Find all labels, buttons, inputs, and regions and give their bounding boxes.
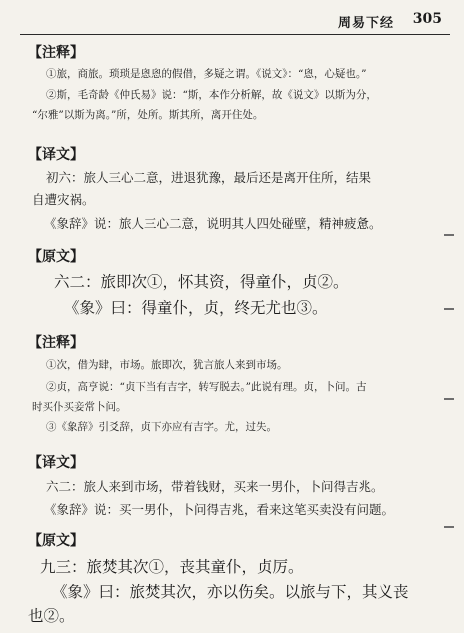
note-line-1: ①旅，商旅。琐琐是恖恖的假借，多疑之谓。《说文》：“恖，心疑也。” bbox=[46, 68, 367, 80]
original-line-4: 《象》曰：旅焚其次，亦以伤矣。以旅与下，其义丧 bbox=[52, 583, 409, 601]
header-title: 周易下经 bbox=[337, 16, 394, 31]
scan-edge-mark bbox=[444, 234, 454, 236]
section-title-notes-2: 【注释】 bbox=[28, 335, 84, 351]
original-line-2: 《象》曰：得童仆，贞，终无尤也③。 bbox=[64, 299, 328, 317]
translation-line-3: 《象辞》说：旅人三心二意，说明其人四处碰壁，精神疲惫。 bbox=[44, 216, 382, 231]
translation-line-4: 六二：旅人来到市场，带着钱财，买来一男仆，卜问得吉兆。 bbox=[46, 479, 384, 494]
running-header bbox=[20, 6, 450, 35]
note-line-4: ①次，借为肆，市场。旅即次，犹言旅人来到市场。 bbox=[46, 359, 288, 371]
note-line-7: ③《象辞》引爻辞，贞下亦应有吉字。尤，过失。 bbox=[46, 421, 277, 433]
scan-edge-mark bbox=[444, 398, 454, 400]
section-title-notes-1: 【注释】 bbox=[28, 45, 84, 61]
section-title-translation-1: 【译文】 bbox=[28, 147, 84, 163]
scan-edge-mark bbox=[444, 526, 454, 528]
original-line-3: 九三：旅焚其次①，丧其童仆，贞厉。 bbox=[40, 558, 304, 576]
translation-line-2: 自遭灾祸。 bbox=[32, 192, 95, 207]
note-line-6: 时买仆买妾常卜问。 bbox=[32, 401, 127, 413]
translation-line-1: 初六：旅人三心二意，进退犹豫，最后还是离开住所，结果 bbox=[46, 170, 372, 185]
section-title-translation-2: 【译文】 bbox=[28, 455, 84, 471]
original-line-5: 也②。 bbox=[28, 607, 75, 625]
scan-edge-mark bbox=[444, 308, 454, 310]
section-title-original-1: 【原文】 bbox=[28, 249, 84, 265]
page-number: 305 bbox=[412, 11, 442, 27]
translation-line-5: 《象辞》说：买一男仆，卜问得吉兆，看来这笔买卖没有问题。 bbox=[44, 502, 395, 517]
note-line-2: ②斯，毛奇龄《仲氏易》说：“斯，本作分析解，故《说文》以斯为分， bbox=[46, 89, 377, 101]
section-title-original-2: 【原文】 bbox=[28, 533, 84, 549]
note-line-5: ②贞，高亨说：“贞下当有吉字，转写脱去。”此说有理。贞，卜问。古 bbox=[46, 381, 367, 393]
note-line-3: “尔雅”以斯为离。”所，处所。斯其所，离开住处。 bbox=[32, 109, 264, 121]
original-line-1: 六二：旅即次①，怀其资，得童仆，贞②。 bbox=[54, 273, 349, 291]
